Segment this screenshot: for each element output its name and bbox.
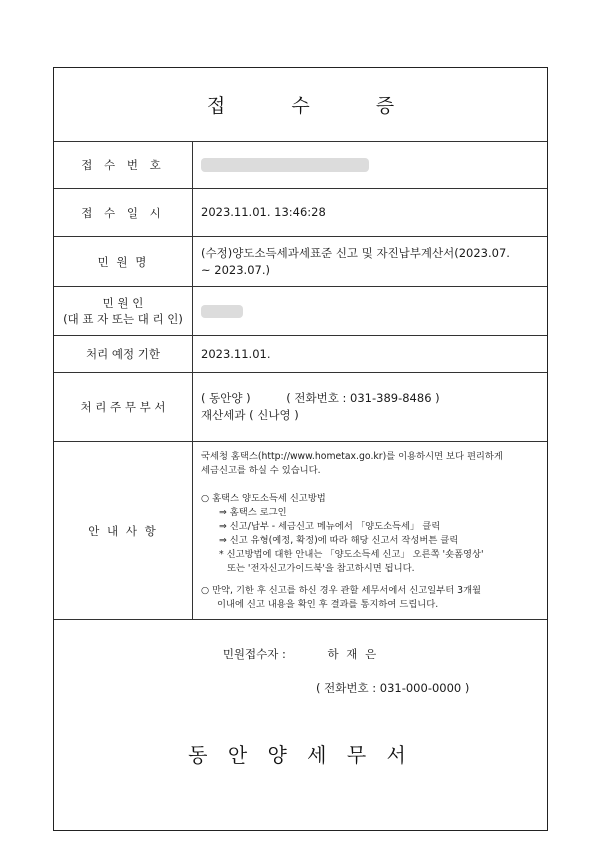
receipt-number-row: [54, 141, 547, 189]
department-office-line: ( 동안양 ) ( 전화번호 : 031-389-8486 ): [201, 391, 440, 405]
receipt-number-label: 접 수 번 호: [54, 141, 193, 188]
department-row: [54, 373, 547, 442]
receipt-form: [53, 67, 548, 831]
department-section: 재산세과 ( 신나영 ): [201, 408, 299, 422]
document-title: 접 수 증: [206, 95, 425, 117]
guide-content: 국세청 홈택스(http://www.hometax.go.kr)를 이용하시면 보다 편리하게 세금신고를 하실 수 있습니다. ○ 홈택스 양도소득세 신고방법 ⇒ 홈택스 로그인 ⇒ 신고/납부 - 세금신고 메뉴에서 「양도소득세」 클릭 ⇒ 신고 유형(예정, 확정)에 따라 해당 신고서 작성버튼 클릭 * 신고방법에 대한 안내는 「양도소득세 신고」 오른쪽 '숏폼영상' 또는 '전자신고가이드북'을 참고하시면 됩니다. ○ 만약, 기한 후 신고를 하신 경우 관할 세무서에서 신고일부터 3개월 이내에 신고 내용을 확인 후 결과를 통지하여 드립니다.: [201, 450, 503, 610]
due-date-label: 처리 예정 기한: [54, 336, 193, 372]
petitioner-row: [54, 287, 547, 336]
receiver-line: [54, 646, 547, 662]
receiver-phone: ( 전화번호 : 031-000-0000 ): [316, 681, 470, 695]
receiver-name: 하 재 은: [327, 647, 379, 661]
title-row: [54, 68, 547, 142]
receipt-datetime-label: 접 수 일 시: [54, 189, 193, 236]
due-date-row: [54, 336, 547, 373]
redacted-receipt-number: [201, 158, 369, 172]
department-label: 처 리 주 무 부 서: [54, 373, 193, 441]
receipt-datetime-value: 2023.11.01. 13:46:28: [201, 205, 326, 219]
receipt-datetime-row: [54, 189, 547, 237]
department-value: [201, 373, 539, 441]
receiver-label: 민원접수자 :: [222, 647, 286, 661]
guide-label: 안 내 사 항: [54, 442, 193, 619]
petition-name-label: 민 원 명: [54, 237, 193, 286]
receipt-number-value: [201, 141, 539, 188]
redacted-petitioner: [201, 305, 243, 318]
due-date-value: 2023.11.01.: [201, 346, 271, 361]
petition-name-row: [54, 237, 547, 287]
petitioner-value: [201, 287, 539, 335]
tax-office-name: 동 안 양 세 무 서: [188, 743, 413, 767]
guide-row: [54, 442, 547, 620]
petition-name-value: (수정)양도소득세과세표준 신고 및 자진납부계산서(2023.07. ~ 2023.07.): [201, 245, 510, 277]
petitioner-label: 민 원 인 (대 표 자 또는 대 리 인): [54, 287, 193, 335]
